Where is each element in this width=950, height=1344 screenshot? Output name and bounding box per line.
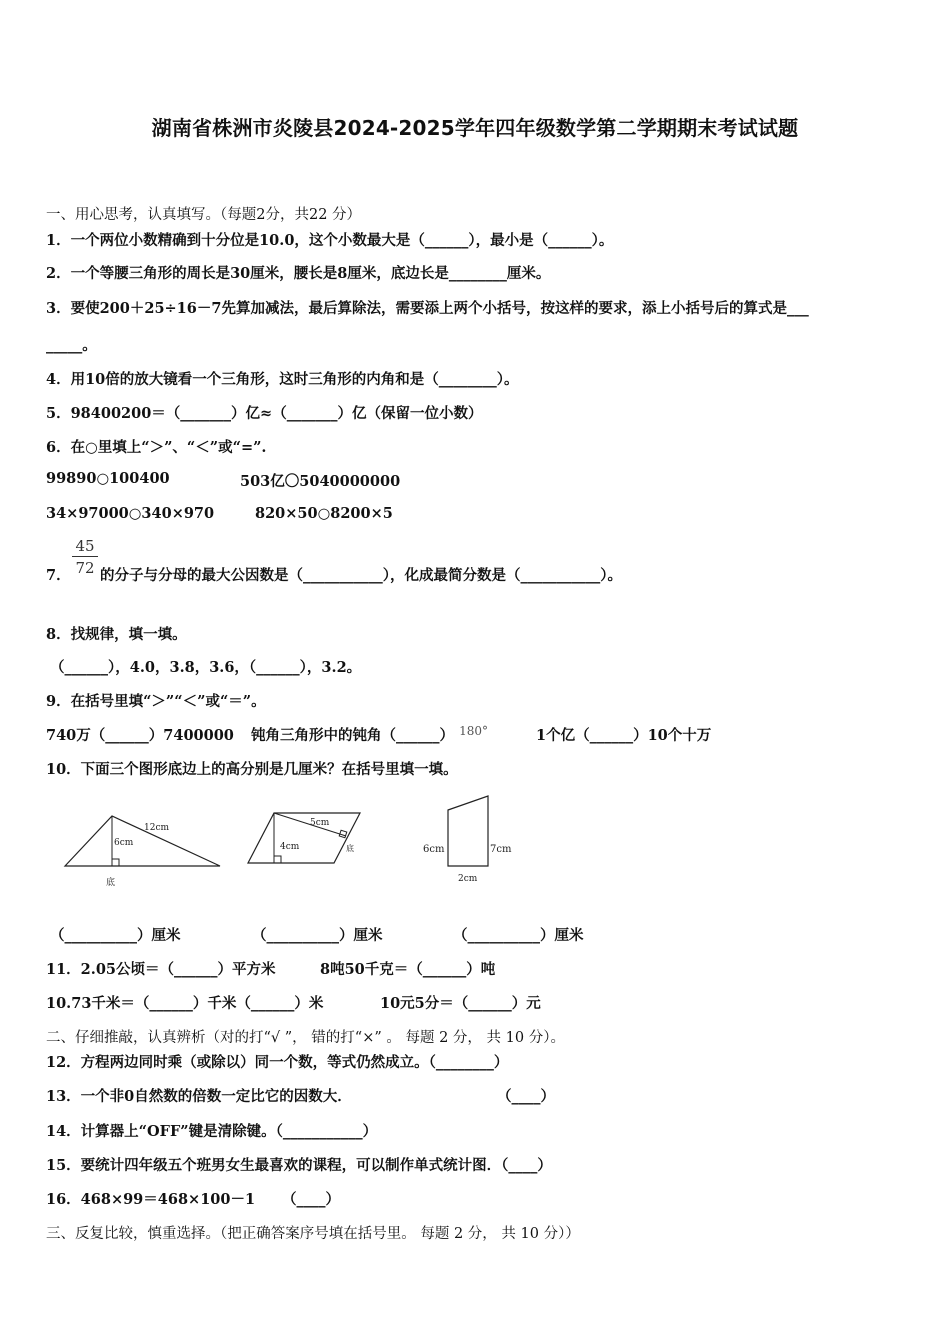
parallelogram-top-label: 5cm [310, 818, 330, 828]
section-2-heading: 二、仔细推敲，认真辨析（对的打“√ ”， 错的打“×” 。 每题 2 分， 共 10 分）。 [46, 1030, 565, 1046]
q9-item-2-text: 钝角三角形中的钝角（______） [251, 727, 454, 744]
q6-item-4: 820×50○8200×5 [255, 505, 393, 522]
q10-answer-3: （__________）厘米 [453, 927, 584, 944]
question-11d: 10元5分＝（______）元 [380, 995, 541, 1012]
parallelogram-base-label: 底 [346, 844, 354, 853]
question-11c: 10.73千米＝（______）千米（______）米 [46, 995, 324, 1012]
q9-item-2 [251, 724, 488, 745]
trapezoid-left-label: 6cm [423, 844, 445, 855]
question-13: 13．一个非0自然数的倍数一定比它的因数大． [46, 1088, 352, 1105]
trapezoid-outline [448, 796, 488, 866]
trapezoid-figure [420, 792, 530, 887]
right-angle-mark [112, 859, 119, 866]
q9-item-3: 1个亿（______）10个十万 [536, 727, 712, 744]
q10-answer-2: （__________）厘米 [252, 927, 383, 944]
triangle-height-label: 6cm [114, 838, 134, 848]
triangle-side-label: 12cm [144, 823, 170, 833]
trapezoid-base-label: 2cm [458, 874, 478, 884]
fraction-numerator: 45 [72, 536, 98, 557]
question-9: 9．在括号里填“＞”“＜”或“＝”。 [46, 693, 266, 710]
q10-answer-1: （__________）厘米 [50, 927, 181, 944]
right-angle-mark [274, 856, 281, 863]
degree-value: 180° [459, 724, 488, 738]
question-1: 1．一个两位小数精确到十分位是10.0，这个小数最大是（______），最小是（______）。 [46, 232, 614, 249]
question-3-continued: _____。 [46, 337, 97, 354]
triangle-figure [60, 808, 230, 893]
trapezoid-right-label: 7cm [490, 844, 512, 855]
question-14: 14．计算器上“OFF”键是清除键。（___________） [46, 1123, 378, 1140]
question-4: 4．用10倍的放大镜看一个三角形，这时三角形的内角和是（________）。 [46, 371, 519, 388]
q7-fraction [72, 536, 98, 579]
question-6: 6．在○里填上“＞”、“＜”或“=”. [46, 439, 267, 456]
question-2: 2．一个等腰三角形的周长是30厘米，腰长是8厘米，底边长是________厘米。 [46, 265, 551, 282]
question-12: 12．方程两边同时乘（或除以）同一个数，等式仍然成立。（________） [46, 1054, 509, 1071]
triangle-base-label: 底 [106, 878, 116, 888]
q6-item-1: 99890○100400 [46, 470, 170, 487]
question-3: 3．要使200＋25÷16－7先算加减法，最后算除法，需要添上两个小括号，按这样的要求，添上小括号后的算式是___ [46, 300, 809, 317]
page-title: 湖南省株洲市炎陵县2024-2025学年四年级数学第二学期期末考试试题 [151, 116, 799, 140]
question-5: 5．98400200＝（_______）亿≈（_______）亿（保留一位小数） [46, 405, 483, 422]
question-10: 10．下面三个图形底边上的高分别是几厘米？在括号里填一填。 [46, 761, 458, 778]
q6-item-2: 503亿〇5040000000 [240, 473, 401, 490]
parallelogram-figure [240, 805, 370, 875]
question-15: 15．要统计四年级五个班男女生最喜欢的课程，可以制作单式统计图．（____） [46, 1157, 552, 1174]
question-11b: 8吨50千克＝（______）吨 [320, 961, 496, 978]
triangle-outline [65, 816, 220, 866]
parallelogram-outline [248, 813, 360, 863]
q9-item-1: 740万（______）7400000 [46, 727, 234, 744]
question-8: 8．找规律，填一填。 [46, 626, 187, 643]
question-16-answer: （____） [282, 1191, 340, 1208]
fraction-denominator: 72 [75, 559, 95, 577]
parallelogram-height-label: 4cm [280, 842, 300, 852]
question-7: 的分子与分母的最大公因数是（___________），化成最简分数是（___________）。 [100, 567, 622, 584]
question-7-label: 7． [46, 567, 71, 584]
right-angle-mark [339, 830, 347, 838]
q6-item-3: 34×97000○340×970 [46, 505, 215, 522]
section-1-heading: 一、用心思考，认真填写。（每题2分，共22 分） [46, 207, 362, 223]
section-3-heading: 三、反复比较，慎重选择。（把正确答案序号填在括号里。 每题 2 分， 共 10 分）） [46, 1226, 580, 1242]
question-11a: 11．2.05公顷＝（______）平方米 [46, 961, 276, 978]
question-13-answer: （____） [497, 1088, 555, 1105]
question-8-sequence: （______），4.0，3.8，3.6，（______），3.2。 [50, 659, 362, 676]
question-16: 16．468×99＝468×100－1 [46, 1191, 256, 1208]
